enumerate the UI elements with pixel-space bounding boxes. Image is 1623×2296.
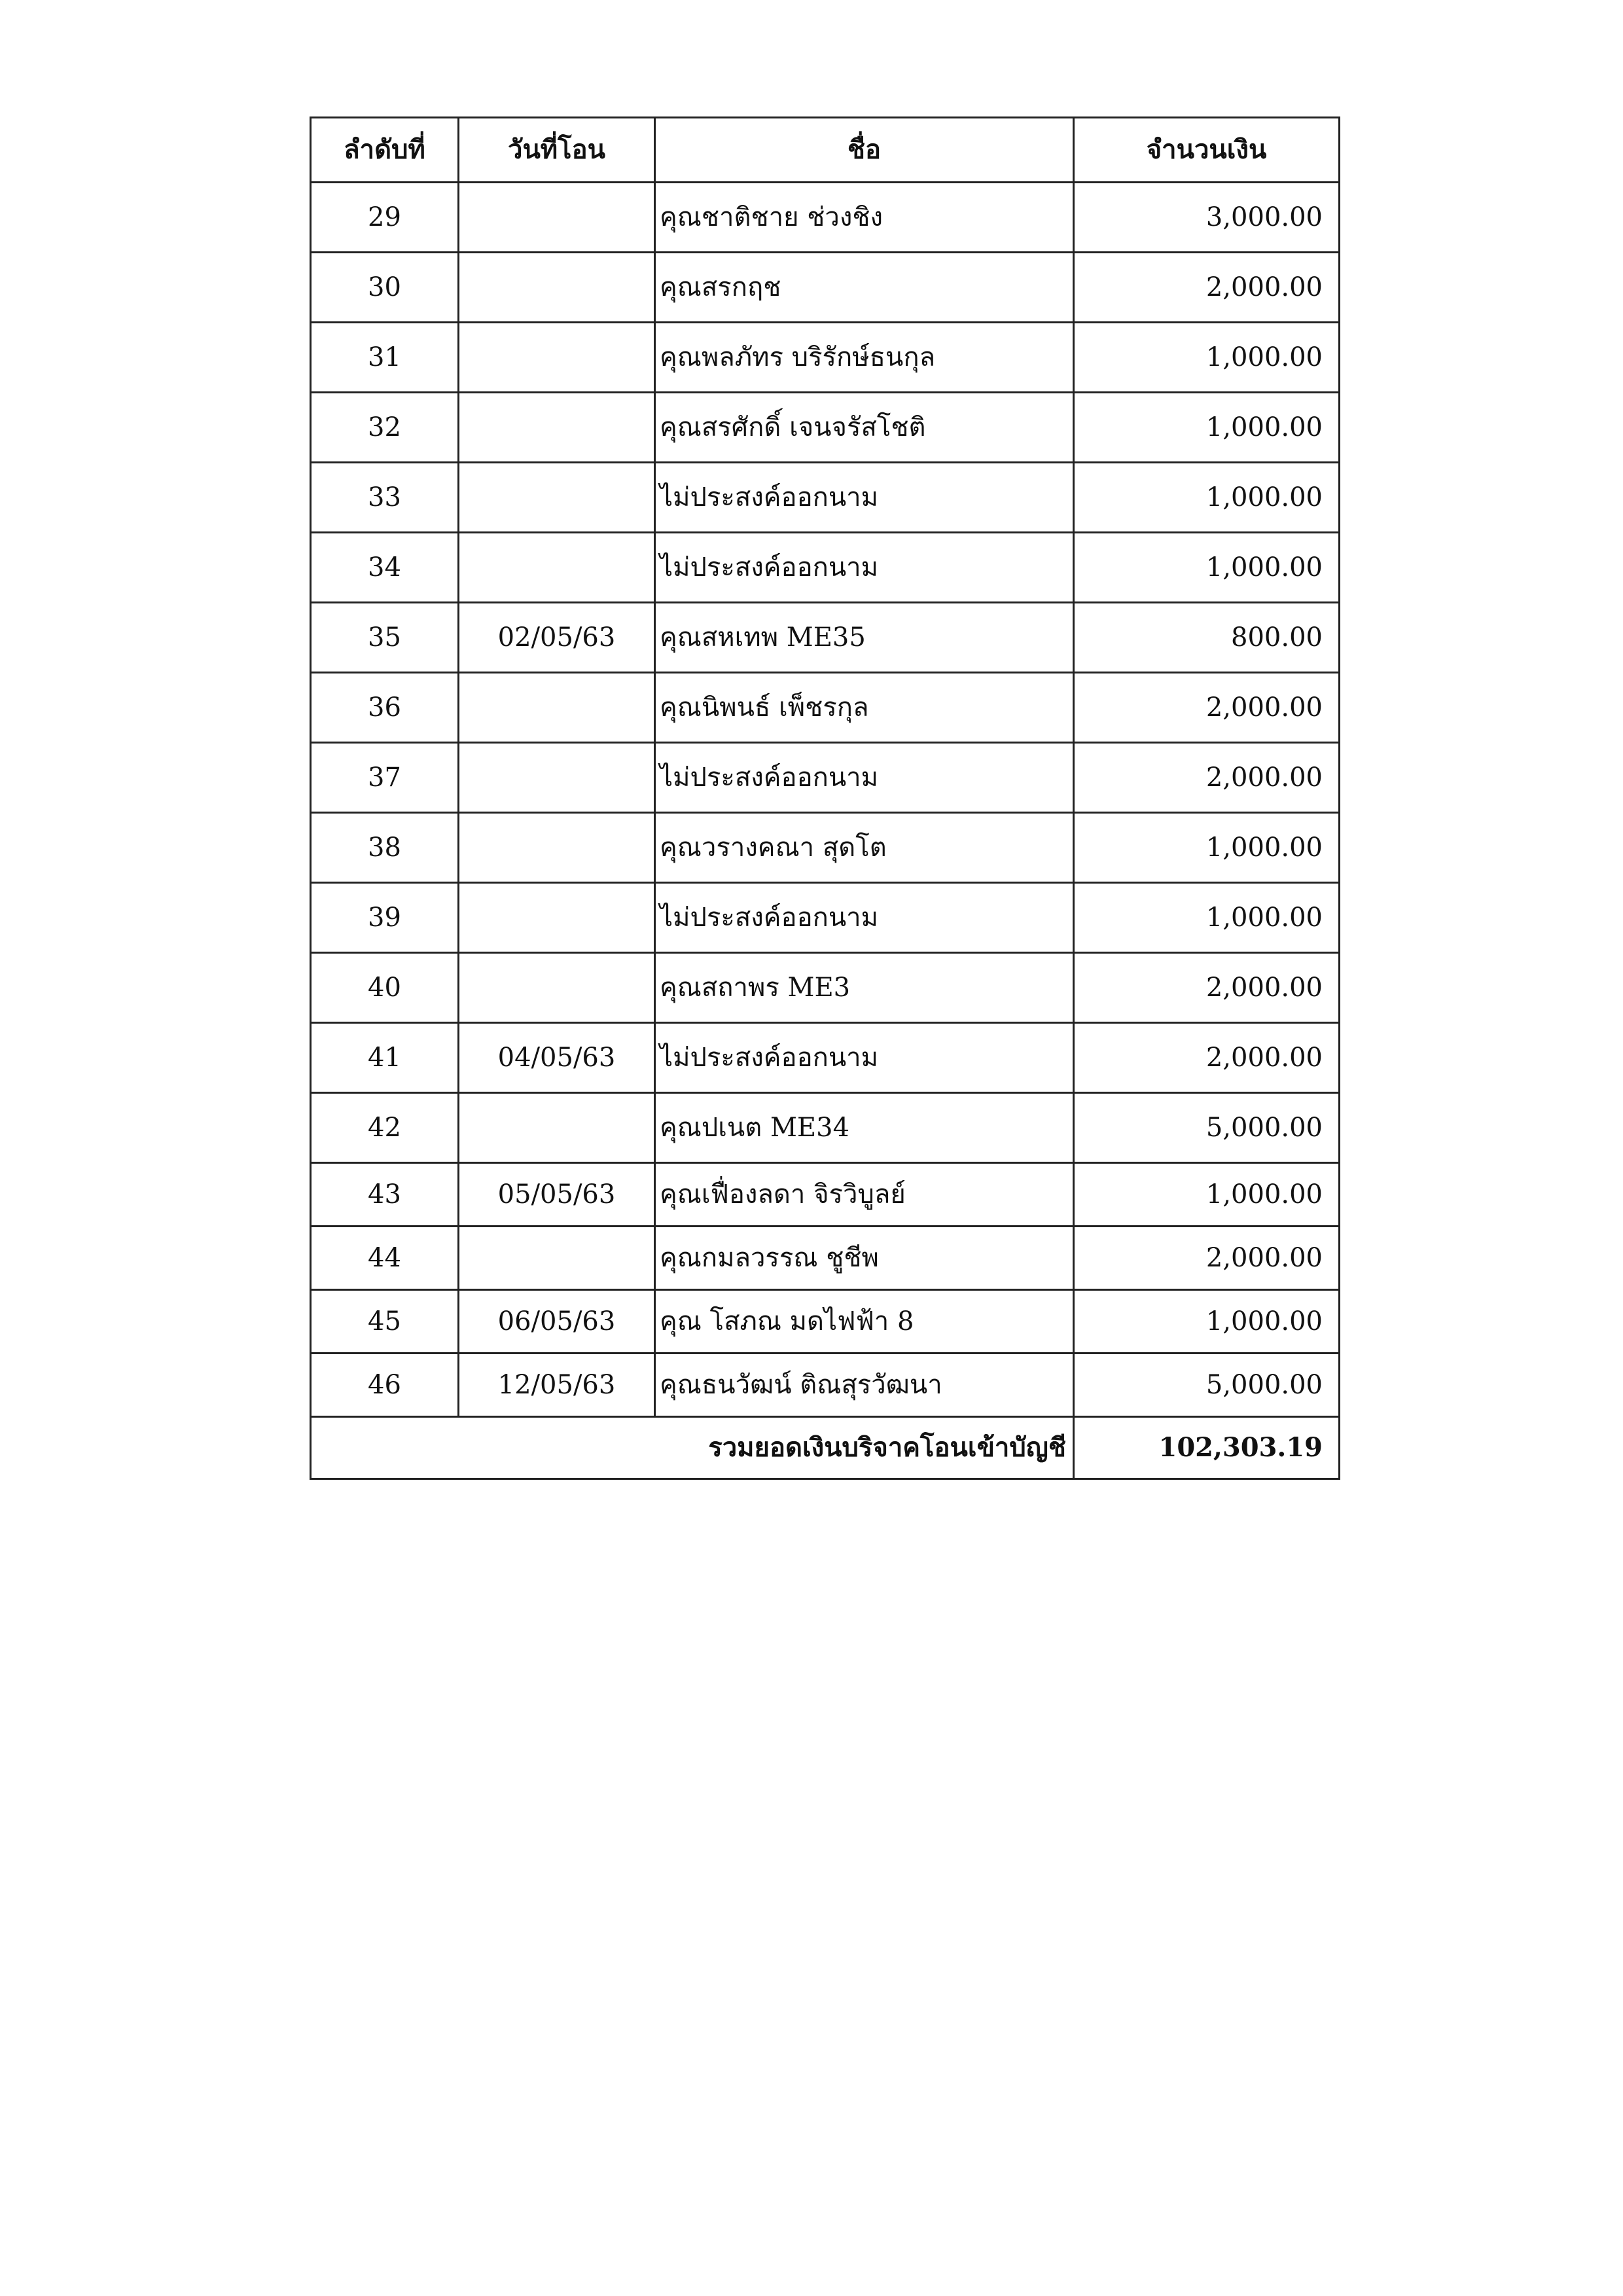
row-date: [459, 883, 655, 953]
row-date: [459, 533, 655, 603]
row-name: คุณสหเทพ ME35: [655, 603, 1074, 673]
row-amount: 1,000.00: [1074, 1163, 1340, 1227]
table-row: [311, 743, 1340, 813]
row-no: 35: [311, 603, 459, 673]
row-no: 30: [311, 253, 459, 323]
row-amount: 1,000.00: [1074, 533, 1340, 603]
header-row: [311, 118, 1340, 183]
row-amount: 2,000.00: [1074, 673, 1340, 743]
table-row: [311, 253, 1340, 323]
row-name: ไม่ประสงค์ออกนาม: [655, 1023, 1074, 1093]
table-row: [311, 953, 1340, 1023]
header-amount: จำนวนเงิน: [1074, 118, 1340, 183]
row-amount: 2,000.00: [1074, 253, 1340, 323]
table-row: [311, 1163, 1340, 1227]
row-name: คุณนิพนธ์ เพ็ชรกุล: [655, 673, 1074, 743]
row-name: ไม่ประสงค์ออกนาม: [655, 883, 1074, 953]
row-no: 40: [311, 953, 459, 1023]
row-amount: 800.00: [1074, 603, 1340, 673]
table-row: [311, 183, 1340, 253]
row-name: คุณสรกฤช: [655, 253, 1074, 323]
row-name: ไม่ประสงค์ออกนาม: [655, 743, 1074, 813]
row-no: 34: [311, 533, 459, 603]
table-row: [311, 813, 1340, 883]
header-name: ชื่อ: [655, 118, 1074, 183]
row-no: 31: [311, 323, 459, 393]
row-date: 02/05/63: [459, 603, 655, 673]
row-name: คุณชาติชาย ช่วงชิง: [655, 183, 1074, 253]
row-date: 12/05/63: [459, 1354, 655, 1417]
row-name: ไม่ประสงค์ออกนาม: [655, 463, 1074, 533]
donation-table: [310, 117, 1340, 1480]
row-no: 36: [311, 673, 459, 743]
row-no: 46: [311, 1354, 459, 1417]
total-row: [311, 1417, 1340, 1479]
row-date: [459, 1227, 655, 1290]
table-row: [311, 323, 1340, 393]
table-header: [311, 118, 1340, 183]
row-date: 05/05/63: [459, 1163, 655, 1227]
row-amount: 2,000.00: [1074, 953, 1340, 1023]
row-name: ไม่ประสงค์ออกนาม: [655, 533, 1074, 603]
table-row: [311, 673, 1340, 743]
row-no: 41: [311, 1023, 459, 1093]
row-name: คุณวรางคณา สุดโต: [655, 813, 1074, 883]
row-amount: 5,000.00: [1074, 1093, 1340, 1163]
row-name: คุณปเนต ME34: [655, 1093, 1074, 1163]
table-row: [311, 393, 1340, 463]
row-date: [459, 953, 655, 1023]
table-row: [311, 533, 1340, 603]
row-date: 04/05/63: [459, 1023, 655, 1093]
table-row: [311, 463, 1340, 533]
total-amount: 102,303.19: [1074, 1417, 1340, 1479]
table-row: [311, 1093, 1340, 1163]
row-amount: 2,000.00: [1074, 743, 1340, 813]
row-no: 32: [311, 393, 459, 463]
table-row: [311, 603, 1340, 673]
table-row: [311, 1023, 1340, 1093]
table-row: [311, 1290, 1340, 1354]
row-amount: 1,000.00: [1074, 463, 1340, 533]
row-date: [459, 743, 655, 813]
table-row: [311, 1227, 1340, 1290]
row-no: 44: [311, 1227, 459, 1290]
row-no: 37: [311, 743, 459, 813]
header-no: ลำดับที่: [311, 118, 459, 183]
row-amount: 2,000.00: [1074, 1023, 1340, 1093]
row-amount: 1,000.00: [1074, 1290, 1340, 1354]
row-amount: 1,000.00: [1074, 883, 1340, 953]
row-date: 06/05/63: [459, 1290, 655, 1354]
table-body: [311, 183, 1340, 1479]
row-date: [459, 183, 655, 253]
row-date: [459, 463, 655, 533]
row-amount: 1,000.00: [1074, 323, 1340, 393]
row-amount: 2,000.00: [1074, 1227, 1340, 1290]
row-date: [459, 323, 655, 393]
row-date: [459, 253, 655, 323]
total-label: รวมยอดเงินบริจาคโอนเข้าบัญชี: [311, 1417, 1074, 1479]
row-amount: 1,000.00: [1074, 393, 1340, 463]
row-amount: 1,000.00: [1074, 813, 1340, 883]
row-date: [459, 393, 655, 463]
row-amount: 3,000.00: [1074, 183, 1340, 253]
row-name: คุณเฟื่องลดา จิรวิบูลย์: [655, 1163, 1074, 1227]
row-no: 42: [311, 1093, 459, 1163]
header-date: วันที่โอน: [459, 118, 655, 183]
row-date: [459, 673, 655, 743]
row-no: 33: [311, 463, 459, 533]
row-amount: 5,000.00: [1074, 1354, 1340, 1417]
row-no: 39: [311, 883, 459, 953]
row-name: คุณ โสภณ มดไฟฟ้า 8: [655, 1290, 1074, 1354]
row-name: คุณธนวัฒน์ ติณสุรวัฒนา: [655, 1354, 1074, 1417]
row-no: 43: [311, 1163, 459, 1227]
row-date: [459, 813, 655, 883]
row-no: 38: [311, 813, 459, 883]
table-row: [311, 1354, 1340, 1417]
row-name: คุณกมลวรรณ ชูชีพ: [655, 1227, 1074, 1290]
row-date: [459, 1093, 655, 1163]
row-name: คุณสรศักดิ์ เจนจรัสโชติ: [655, 393, 1074, 463]
row-no: 29: [311, 183, 459, 253]
row-no: 45: [311, 1290, 459, 1354]
row-name: คุณพลภัทร บริรักษ์ธนกุล: [655, 323, 1074, 393]
row-name: คุณสถาพร ME3: [655, 953, 1074, 1023]
table-row: [311, 883, 1340, 953]
